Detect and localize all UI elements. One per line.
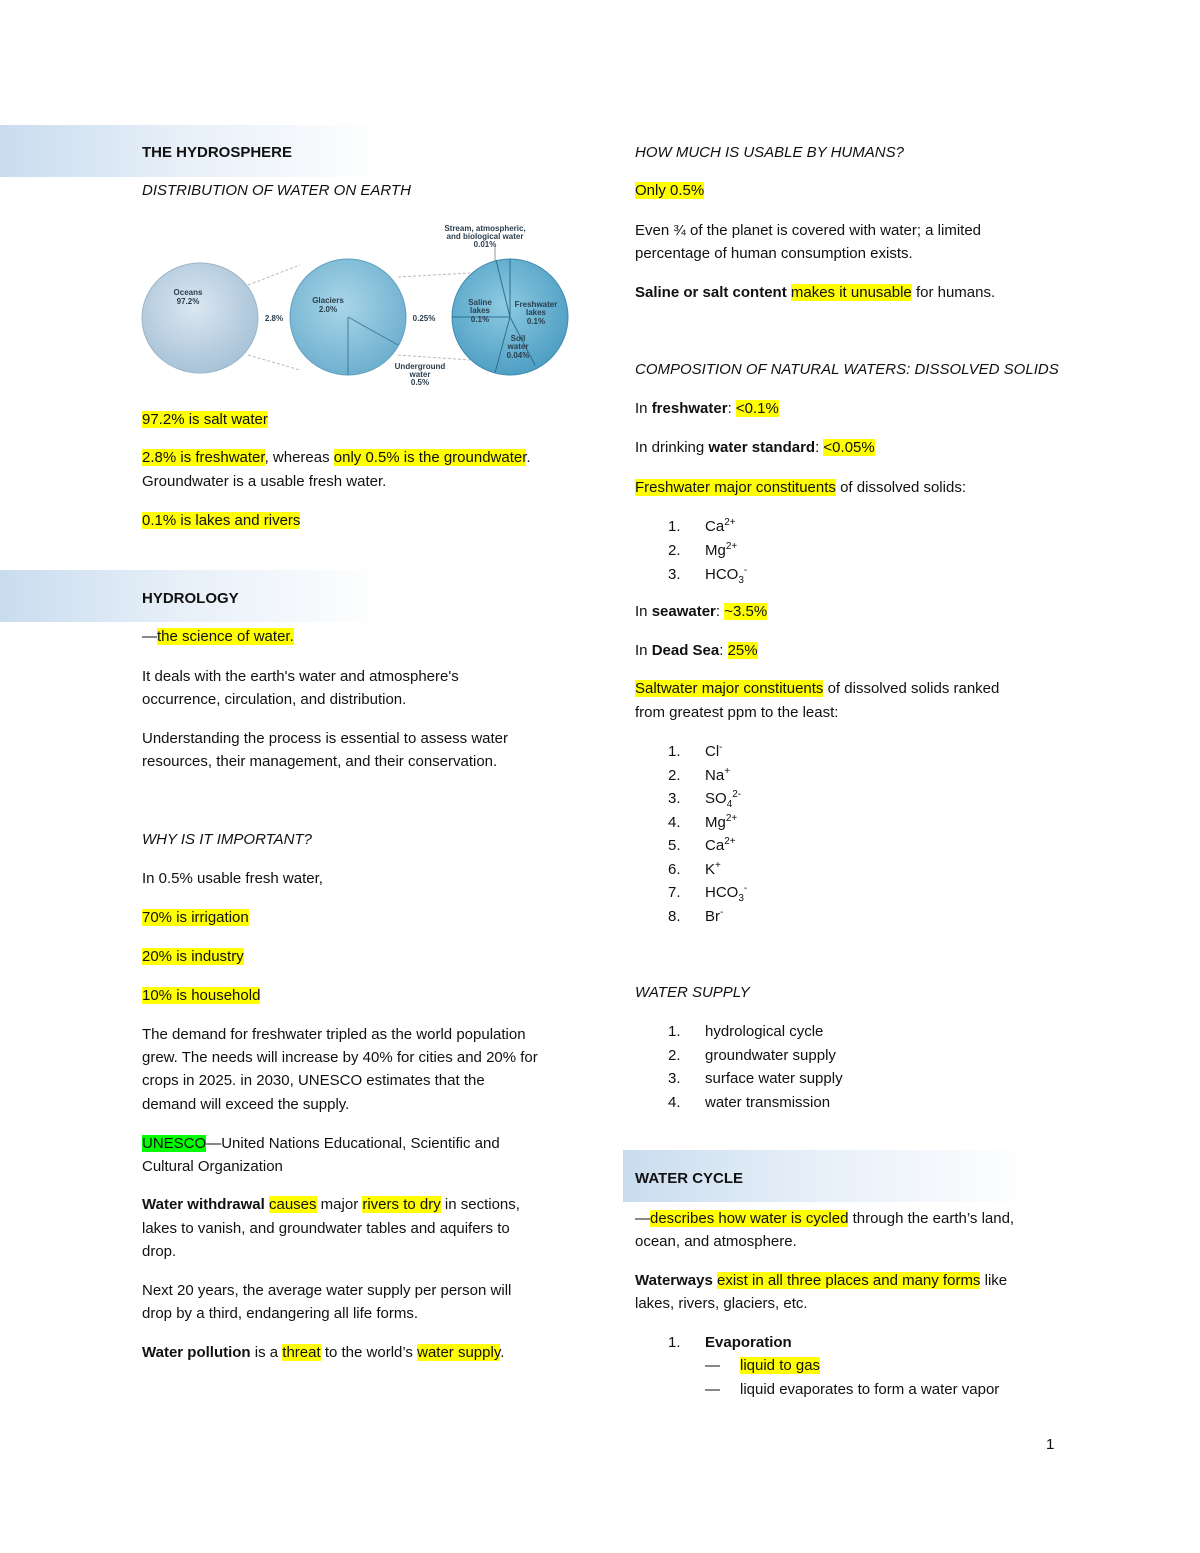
demand-line-2: grew. The needs will increase by 40% for cities and 20% for: [142, 1049, 538, 1066]
withdrawal-line-2: lakes to vanish, and groundwater tables and aquifers to: [142, 1220, 510, 1237]
salt-constituent-number: 3.: [668, 790, 681, 807]
label-underground-2: water: [409, 370, 431, 379]
label-freshwater: Freshwater: [514, 300, 558, 309]
industry-line: 20% is industry: [142, 948, 244, 965]
label-saline-2: lakes: [469, 306, 491, 315]
waterways-line-2: lakes, rivers, glaciers, etc.: [635, 1295, 808, 1312]
salt-constituent-number: 5.: [668, 837, 681, 854]
evaporation-heading: Evaporation: [705, 1334, 792, 1351]
label-stream-2: and biological water: [446, 232, 524, 241]
salt-constituent-number: 6.: [668, 860, 681, 878]
page-number: 1: [1046, 1436, 1055, 1453]
supply-item: water transmission: [705, 1093, 831, 1111]
salt-constituent-number: 1.: [668, 743, 681, 760]
heading-how-much-usable: HOW MUCH IS USABLE BY HUMANS?: [635, 144, 904, 161]
heading-hydrology: HYDROLOGY: [142, 590, 239, 607]
heading-why-important: WHY IS IT IMPORTANT?: [142, 831, 313, 848]
evaporation-dash-2: —: [705, 1381, 720, 1398]
label-stream: Stream, atmospheric,: [444, 224, 526, 233]
salt-constituent-item: $Ca^{2+}$: [705, 836, 736, 854]
heading-distribution: DISTRIBUTION OF WATER ON EARTH: [142, 182, 411, 199]
salt-constituent-item: Cl-: [705, 742, 723, 760]
salt-constituent-number: 4.: [668, 813, 681, 831]
fresh-constituent-item: $Mg^{2+}$: [705, 541, 738, 559]
supply-item-number: 2.: [668, 1046, 681, 1064]
fresh-constituent-number: 2.: [668, 542, 681, 559]
salt-constituent-item: $Mg^{2+}$: [705, 812, 738, 831]
next-years-line-2: drop by a third, endangering all life forms.: [142, 1305, 418, 1322]
salt-constituent-number: 8.: [668, 907, 681, 925]
label-soil: Soil: [510, 334, 526, 343]
hydrology-definition: —the science of water.: [142, 628, 294, 645]
household-line: 10% is household: [142, 987, 261, 1004]
salt-constituent-item: $SO_4^{2-}$: [705, 789, 742, 810]
cycle-line-1: —describes how water is cycled through the earth’s land,: [635, 1210, 1015, 1227]
evaporation-item-2: liquid evaporates to form a water vapor: [740, 1381, 1000, 1398]
fresh-constituent-item: $Ca^{2+}$: [705, 517, 736, 535]
usable-fresh-line: In 0.5% usable fresh water,: [142, 870, 323, 887]
withdrawal-line-1: Water withdrawal causes major rivers to dry in sections,: [142, 1196, 520, 1213]
demand-line-3: crops in 2025. in 2030, UNESCO estimates that the: [142, 1072, 485, 1089]
heading-water-supply: WATER SUPPLY: [635, 984, 750, 1001]
saltwater-constituents-line-1: Saltwater major constituents of dissolved solids ranked: [635, 680, 1000, 697]
cycle-line-2: ocean, and atmosphere.: [635, 1233, 797, 1250]
drinking-standard-line: In drinking water standard: <0.05%: [635, 439, 875, 456]
salt-constituent-item: Br-: [705, 906, 724, 925]
freshwater-line: 2.8% is freshwater, whereas only 0.5% is the groundwater.: [142, 449, 531, 466]
supply-item-number: 3.: [668, 1070, 681, 1087]
deals-line-1: It deals with the earth's water and atmosphere's: [142, 668, 459, 685]
heading-composition: COMPOSITION OF NATURAL WATERS: DISSOLVED SOLIDS: [635, 361, 1059, 378]
lakes-line: 0.1% is lakes and rivers: [142, 512, 301, 529]
only-line: Only 0.5%: [635, 182, 705, 199]
salt-constituent-item: $HCO_3^-$: [705, 883, 748, 904]
label-stream-pct: 0.01%: [473, 240, 497, 249]
supply-item: groundwater supply: [705, 1046, 836, 1064]
label-saline: Saline: [468, 298, 492, 307]
supply-item-number: 4.: [668, 1093, 681, 1111]
label-saline-pct: 0.1%: [470, 315, 490, 324]
label-freshwater-pct: 0.1%: [526, 317, 546, 326]
label-glaciers-pct: 2.0%: [318, 305, 338, 314]
even-line-1: Even ¾ of the planet is covered with water; a limited: [635, 222, 982, 239]
demand-line-4: demand will exceed the supply.: [142, 1096, 350, 1113]
unesco-line-1: UNESCO—United Nations Educational, Scientific and: [142, 1135, 500, 1152]
salt-constituent-item: Na+: [705, 765, 731, 784]
label-link-025: 0.25%: [412, 314, 436, 323]
label-glaciers: Glaciers: [312, 296, 344, 305]
fresh-constituent-number: 3.: [668, 566, 681, 583]
label-underground-pct: 0.5%: [410, 378, 430, 387]
supply-item-number: 1.: [668, 1023, 681, 1040]
even-line-2: percentage of human consumption exists.: [635, 245, 913, 262]
next-years-line-1: Next 20 years, the average water supply per person will: [142, 1282, 512, 1299]
irrigation-line: 70% is irrigation: [142, 909, 249, 926]
seawater-line: In seawater: ~3.5%: [635, 603, 768, 620]
label-oceans: Oceans: [173, 288, 203, 297]
label-link-28: 2.8%: [264, 314, 284, 323]
saltwater-constituents-line-2: from greatest ppm to the least:: [635, 704, 839, 721]
evaporation-dash-1: —: [705, 1357, 720, 1374]
label-oceans-pct: 97.2%: [176, 297, 200, 306]
label-soil-pct: 0.04%: [506, 351, 530, 360]
fresh-constituent-item: $HCO_3^-$: [705, 565, 748, 586]
salt-constituent-number: 2.: [668, 766, 681, 784]
understanding-line-2: resources, their management, and their conservation.: [142, 753, 498, 770]
evaporation-item-1: liquid to gas: [740, 1357, 821, 1374]
pollution-line: Water pollution is a threat to the world’s water supply.: [142, 1344, 505, 1361]
deals-line-2: occurrence, circulation, and distribution.: [142, 691, 407, 708]
label-freshwater-2: lakes: [525, 308, 547, 317]
salt-constituent-item: K+: [705, 859, 721, 878]
heading-water-cycle: WATER CYCLE: [635, 1170, 744, 1187]
evaporation-number: 1.: [668, 1334, 681, 1351]
unesco-line-2: Cultural Organization: [142, 1158, 283, 1175]
waterways-line-1: Waterways exist in all three places and many forms like: [635, 1272, 1008, 1289]
demand-line-1: The demand for freshwater tripled as the world population: [142, 1026, 526, 1043]
freshwater-constituents-line: Freshwater major constituents of dissolved solids:: [635, 479, 966, 496]
freshwater-solids-line: In freshwater: <0.1%: [635, 400, 779, 417]
label-soil-2: water: [507, 342, 529, 351]
dead-sea-line: In Dead Sea: 25%: [635, 642, 758, 659]
understanding-line-1: Understanding the process is essential to assess water: [142, 730, 509, 747]
saline-line: Saline or salt content makes it unusable for humans.: [635, 284, 996, 301]
fresh-constituent-number: 1.: [668, 518, 681, 535]
label-underground: Underground: [394, 362, 446, 371]
salt-water-line: 97.2% is salt water: [142, 411, 268, 428]
heading-hydrosphere: THE HYDROSPHERE: [142, 144, 293, 161]
water-distribution-diagram: [140, 215, 570, 395]
supply-item: surface water supply: [705, 1070, 843, 1087]
supply-item: hydrological cycle: [705, 1023, 824, 1040]
groundwater-line: Groundwater is a usable fresh water.: [142, 473, 387, 490]
salt-constituent-number: 7.: [668, 884, 681, 901]
withdrawal-line-3: drop.: [142, 1243, 177, 1260]
